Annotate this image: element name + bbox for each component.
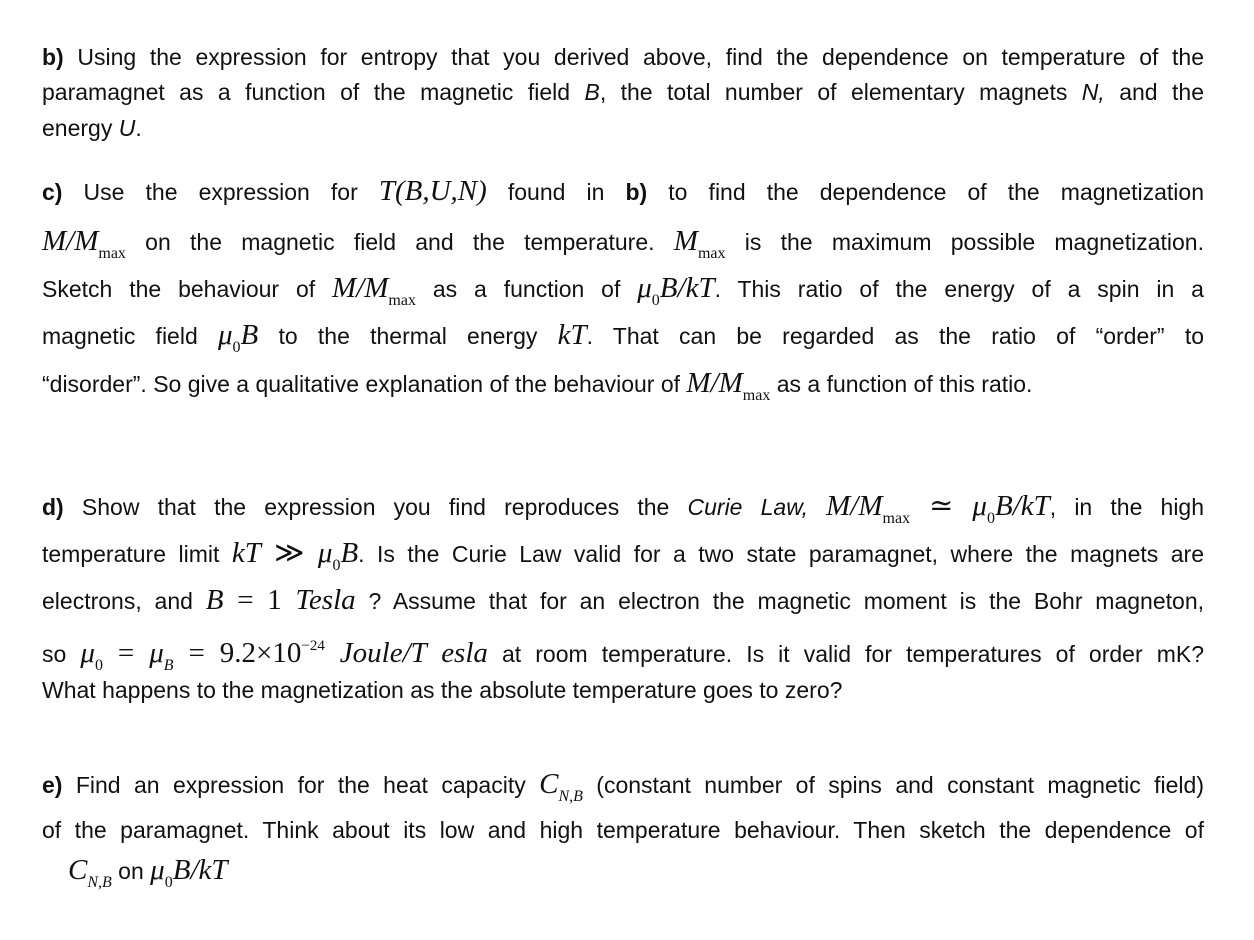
part-c-line-3: Sketch the behaviour of $M/M_{max}$ as a function of $\mu_0B/kT$. This ratio of the energy of a spin in a xyxy=(42,272,1204,309)
part-d-label: d) xyxy=(42,494,64,520)
part-e-label: e) xyxy=(42,772,63,798)
part-e-line-1: e) Find an expression for the heat capacity $C_{N,B}$ (constant number of spins and constant magnetic field) xyxy=(42,768,1204,805)
part-b-line-3: energy U. xyxy=(42,115,142,141)
part-c-line-1: c) Use the expression for T(B,U,N) found in b) to find the dependence of the magnetization xyxy=(42,175,1204,207)
part-c-line-4: magnetic field $\mu_0B$ to the thermal energy kT. That can be regarded as the ratio of “order” to xyxy=(42,319,1204,356)
part-b-line-1: b) Using the expression for entropy that you derived above, find the dependence on temperature of the xyxy=(42,44,1204,70)
part-b-label: b) xyxy=(42,44,64,70)
part-d-line-1: d) Show that the expression you find reproduces the Curie Law, $M/M_{max}$ ≃ $\mu_0B/kT$, in the high xyxy=(42,490,1205,527)
part-e-line-3: $C_{N,B}$ on $\mu_0B/kT$ xyxy=(68,854,228,891)
part-c-line-5: “disorder”. So give a qualitative explanation of the behaviour of $M/M_{max}$ as a function of this ratio. xyxy=(42,367,1033,404)
part-d-line-2: temperature limit kT ≫ $\mu_0B$. Is the Curie Law valid for a two state paramagnet, where the magnets are xyxy=(42,537,1204,574)
part-c-label: c) xyxy=(42,179,63,205)
part-d-line-3: electrons, and B = 1 Tesla ? Assume that for an electron the magnetic moment is the Bohr magneton, xyxy=(42,584,1205,616)
part-d-line-4: so $\mu_0 = \mu_B = 9.2\times 10^{-24}$ Joule/T esla at room temperature. Is it valid for temperatures of order mK? xyxy=(42,637,1204,674)
part-d-line-5: What happens to the magnetization as the absolute temperature goes to zero? xyxy=(42,677,843,703)
part-b-line-2: paramagnet as a function of the magnetic field B, the total number of elementary magnets N, and the xyxy=(42,79,1204,105)
part-c-line-2: $M/M_{max}$ on the magnetic field and the temperature. $M_{max}$ is the maximum possible magnetization. xyxy=(42,225,1204,262)
part-e-line-2: of the paramagnet. Think about its low and high temperature behaviour. Then sketch the dependence of xyxy=(42,817,1204,843)
